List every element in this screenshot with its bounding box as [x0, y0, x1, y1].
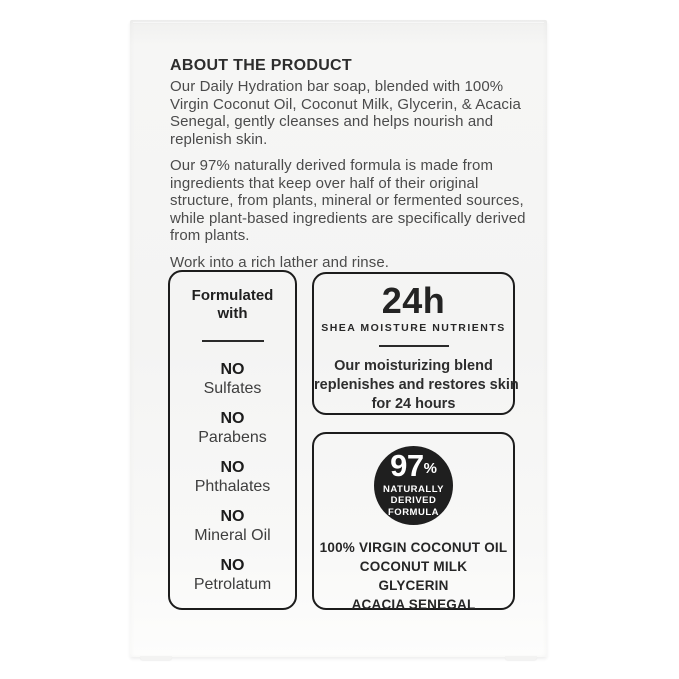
badge-percent	[390, 447, 437, 483]
list-item	[170, 459, 295, 496]
about-paragraph-2	[170, 157, 526, 245]
badge-percent-sign: %	[423, 459, 437, 477]
paragraph-line: Our 97% naturally derived formula is made from	[170, 157, 494, 174]
paragraph-line: Senegal, gently cleanses and helps nourish and	[170, 113, 494, 130]
formulated-heading-line: with	[217, 305, 248, 322]
badge-line: FORMULA	[388, 506, 439, 518]
moisture-body-line: replenishes and restores skin	[314, 377, 519, 393]
formulated-heading-line: Formulated	[191, 287, 274, 304]
list-item	[170, 410, 295, 447]
list-item	[170, 557, 295, 594]
formulated-heading	[170, 287, 295, 323]
no-prefix: NO	[220, 508, 245, 525]
no-label: Phthalates	[194, 478, 271, 495]
package-back-panel	[130, 20, 547, 657]
percent-badge	[374, 446, 453, 525]
paragraph-line: structure, from plants, mineral or fermented sources,	[170, 192, 524, 209]
paragraph-line: Work into a rich lather and rinse.	[170, 253, 390, 271]
moisture-nutrients-box	[312, 272, 519, 415]
moisture-body-line: for 24 hours	[371, 396, 456, 412]
no-label: Petrolatum	[193, 576, 272, 593]
divider-line	[202, 340, 264, 342]
paragraph-line: ingredients that keep over half of their original	[170, 174, 479, 192]
paragraph-line: replenish skin.	[170, 130, 268, 148]
no-prefix: NO	[220, 459, 245, 476]
package-bottom-flap-right	[505, 656, 537, 660]
divider-line	[379, 345, 449, 347]
moisture-headline: 24h	[381, 280, 446, 321]
about-heading: ABOUT THE PRODUCT	[170, 57, 352, 74]
no-label: Sulfates	[203, 380, 262, 397]
ingredient-line: ACACIA SENEGAL	[351, 597, 476, 612]
key-ingredients-list	[314, 538, 513, 614]
no-prefix: NO	[220, 557, 245, 574]
about-paragraph-1	[170, 78, 522, 148]
no-claims-list	[170, 361, 295, 594]
badge-line: DERIVED	[390, 495, 437, 507]
formulated-with-box	[168, 270, 297, 610]
ingredient-line: COCONUT MILK	[359, 559, 468, 574]
ingredient-line: GLYCERIN	[378, 578, 449, 593]
package-bottom-flap-left	[140, 656, 172, 660]
derived-formula-box	[312, 432, 515, 610]
paragraph-line: Virgin Coconut Oil, Coconut Milk, Glycerin, & Acacia	[170, 95, 521, 113]
no-prefix: NO	[220, 410, 245, 427]
list-item	[170, 508, 295, 545]
usage-instruction	[170, 254, 522, 272]
paragraph-line: while plant-based ingredients are specifically derived	[170, 209, 526, 227]
no-label: Parabens	[198, 429, 267, 446]
ingredient-line: 100% VIRGIN COCONUT OIL	[319, 540, 508, 555]
badge-line: NATURALLY	[383, 483, 444, 495]
moisture-subheadline: SHEA MOISTURE NUTRIENTS	[321, 322, 506, 334]
list-item	[170, 361, 295, 398]
about-section	[170, 56, 526, 271]
paragraph-line: from plants.	[170, 227, 250, 244]
badge-percent-number: 97	[390, 447, 424, 483]
no-label: Mineral Oil	[194, 527, 271, 544]
no-prefix: NO	[220, 361, 245, 378]
paragraph-line: Our Daily Hydration bar soap, blended with 100%	[170, 78, 504, 95]
moisture-body	[314, 357, 519, 414]
moisture-body-line: Our moisturizing blend	[334, 358, 493, 374]
